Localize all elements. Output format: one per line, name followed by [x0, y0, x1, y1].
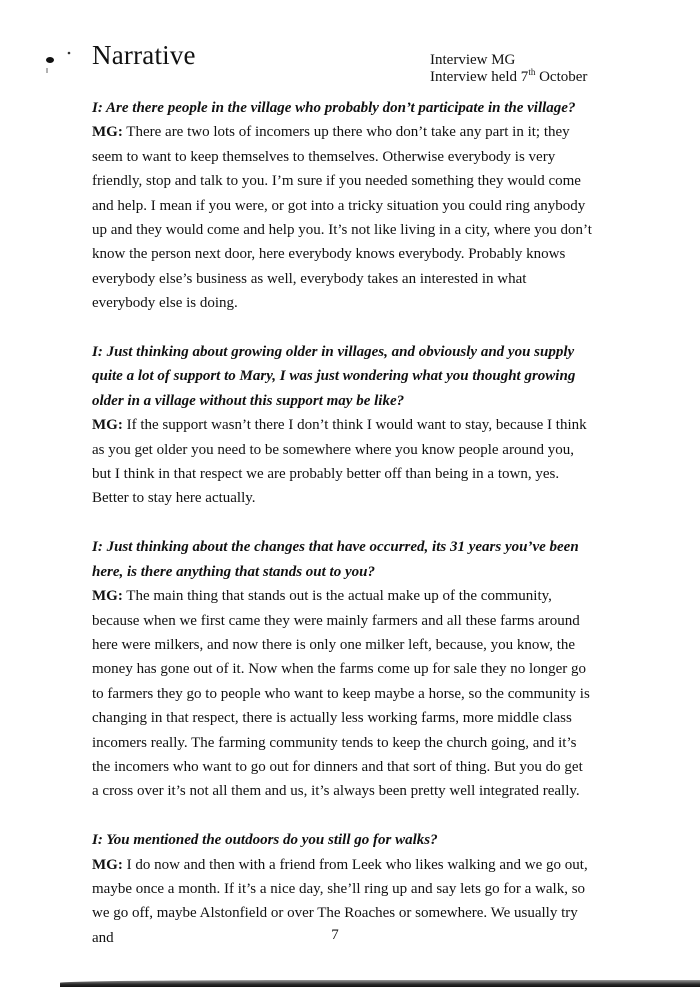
answer-text: There are two lots of incomers up there who don’t take any part in it; they seem to want to keep themselves to themselves. Otherwise everybody is very friendly, stop and talk to you. I’m sure if you needed something they would come and help. I mean if you were, or got into a tricky situation you could ring anybody up and they would come and help you. It’s not like living in a city, where you don’t know the person next door, here everybody knows everybody. Probably knows everybody else’s business as well, everybody takes an interested in what everybody else is doing. — [92, 124, 592, 312]
speaker-label: MG: — [92, 856, 123, 873]
question: I: Just thinking about growing older in villages, and obviously and you supply quite a lot of support to Mary, I was just wondering what you thought growing older in a village without this support may be like? — [92, 344, 576, 409]
answer — [92, 120, 592, 315]
answer — [92, 413, 592, 511]
speaker-label: MG: — [92, 417, 123, 434]
interview-date: Interview held 7th October — [430, 67, 588, 85]
answer-text: If the support wasn’t there I don’t think I would want to stay, because I think as you get older you need to be somewhere where you know people around you, but I think in that respect we are probably better off than being in a town, yes. Better to stay here actually. — [92, 417, 587, 507]
answer-text: The main thing that stands out is the actual make up of the community, because when we first came they were mainly farmers and all these farms around here were milkers, and now there is only one milker left, because, you know, the money has gone out of it. Now when the farms come up for sale they no longer go to farmers they go to people who want to keep maybe a horse, so the community is changing in that respect, there is actually less working farms, more middle class incomers really. The farming community tends to keep the church going, and it’s the incomers who want to go out for dinners and that sort of thing. But you do get a cross over it’s not all them and us, it’s always been pretty well integrated really. — [92, 588, 590, 800]
question: I: You mentioned the outdoors do you still go for walks? — [92, 832, 438, 849]
interview-label: Interview MG — [430, 52, 516, 68]
speaker-label: MG: — [92, 588, 123, 605]
page-number: 7 — [331, 927, 339, 943]
question: I: Are there people in the village who probably don’t participate in the village? — [92, 100, 576, 116]
scan-edge — [60, 980, 700, 987]
page-title: Narrative — [92, 40, 196, 70]
transcript — [92, 96, 592, 950]
speaker-label: MG: — [92, 124, 123, 141]
answer-text: I do now and then with a friend from Leek who likes walking and we go out, maybe once a month. If it’s a nice day, she’ll ring up and say lets go for a walk, so we go off, maybe Alstonfield or over The Roaches or somewhere. We usually try and — [92, 856, 588, 946]
scan-mark — [40, 48, 80, 78]
question: I: Just thinking about the changes that have occurred, its 31 years you’ve been here, is there anything that stands out to you? — [92, 539, 579, 580]
answer — [92, 584, 592, 804]
interview-meta — [430, 52, 587, 86]
